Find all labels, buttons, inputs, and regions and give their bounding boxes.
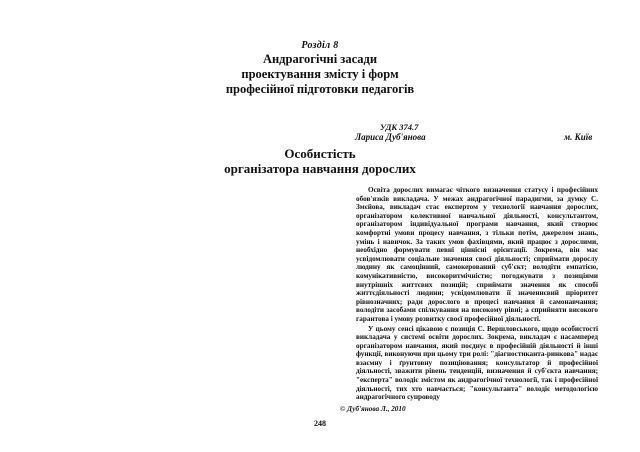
section-title: [0, 52, 640, 97]
body-paragraph: Освіта дорослих вимагає чіткого визначення статусу і професійних обов'язків викладача. У межах андрагогічної парадигми, за думку С. Змєйова, викладач стає експертом у технології навчання дорослих, організатором колективної навчальної діяльності, консультантом, організатором індивідуальної програми навчання, який створює комфортні умови процесу навчання, з тільки потім, джерелом знань, умінь і навичок. За таких умов фахівцями, який працює з дорослими, необхідно формувати певні ціннісні орієнтації. Зокрема, він має усвідомлювати соціальне значення своєї діяльності; сприймати дорослу людину як самоцінний, самокерований суб'єкт; володіти емпатією, комунікативністю, високоритмічністю; погоджувати з позиціями внутрішніх життєвих позицій; сприймати значення як способі життєдіяльності людини; усвідомлювати її значеннєвий пріоритет рівнозначних; ради дорослого в процесі навчання й самонавчання; володіти засобами спілкування на високому рівні; а сприйняти високого гарантова і умову розвитку своєї професійної діяльності.: [356, 186, 598, 323]
article-body: [356, 186, 598, 402]
author-name: Лариса Дуб'янова: [355, 132, 426, 142]
page-number: 248: [314, 419, 326, 428]
section-title-line: професійної підготовки педагогів: [225, 82, 415, 96]
copyright-footnote: © Дуб'янова Л., 2010: [340, 405, 406, 413]
section-label: Розділ 8: [301, 40, 339, 51]
author-city: м. Київ: [564, 132, 593, 142]
article-title-line: Особистість: [284, 146, 356, 161]
section-title-line: Андрагогічні засади: [262, 52, 378, 66]
body-paragraph: У цьому сенсі цікавою є позиція С. Вершловського, щодо особистості викладача у системі освіти дорослих. Зокрема, викладач є насамперед організатором навчання, який поєднує в професійній діяльності й інші функції, виконуючи при цьому три ролі: "діагностиканта-ринкова" надає взаємну і ґрунтовну позиціювання; консультатор й професійної діяльності, зважити рівень тенденцій, визначення й суб'єкта навчання; "експерта" володіє змістом як андрагогічної технології, так і професійної діяльності, тих хто навчається; "консультанта" володіє методологією андрагогічного супроводу: [356, 324, 598, 402]
article-title-line: організатора навчання дорослих: [224, 161, 416, 176]
section-title-line: проектування змісту і форм: [241, 67, 399, 81]
udc-code: УДК 374.7: [380, 122, 419, 132]
article-title: [0, 146, 640, 176]
